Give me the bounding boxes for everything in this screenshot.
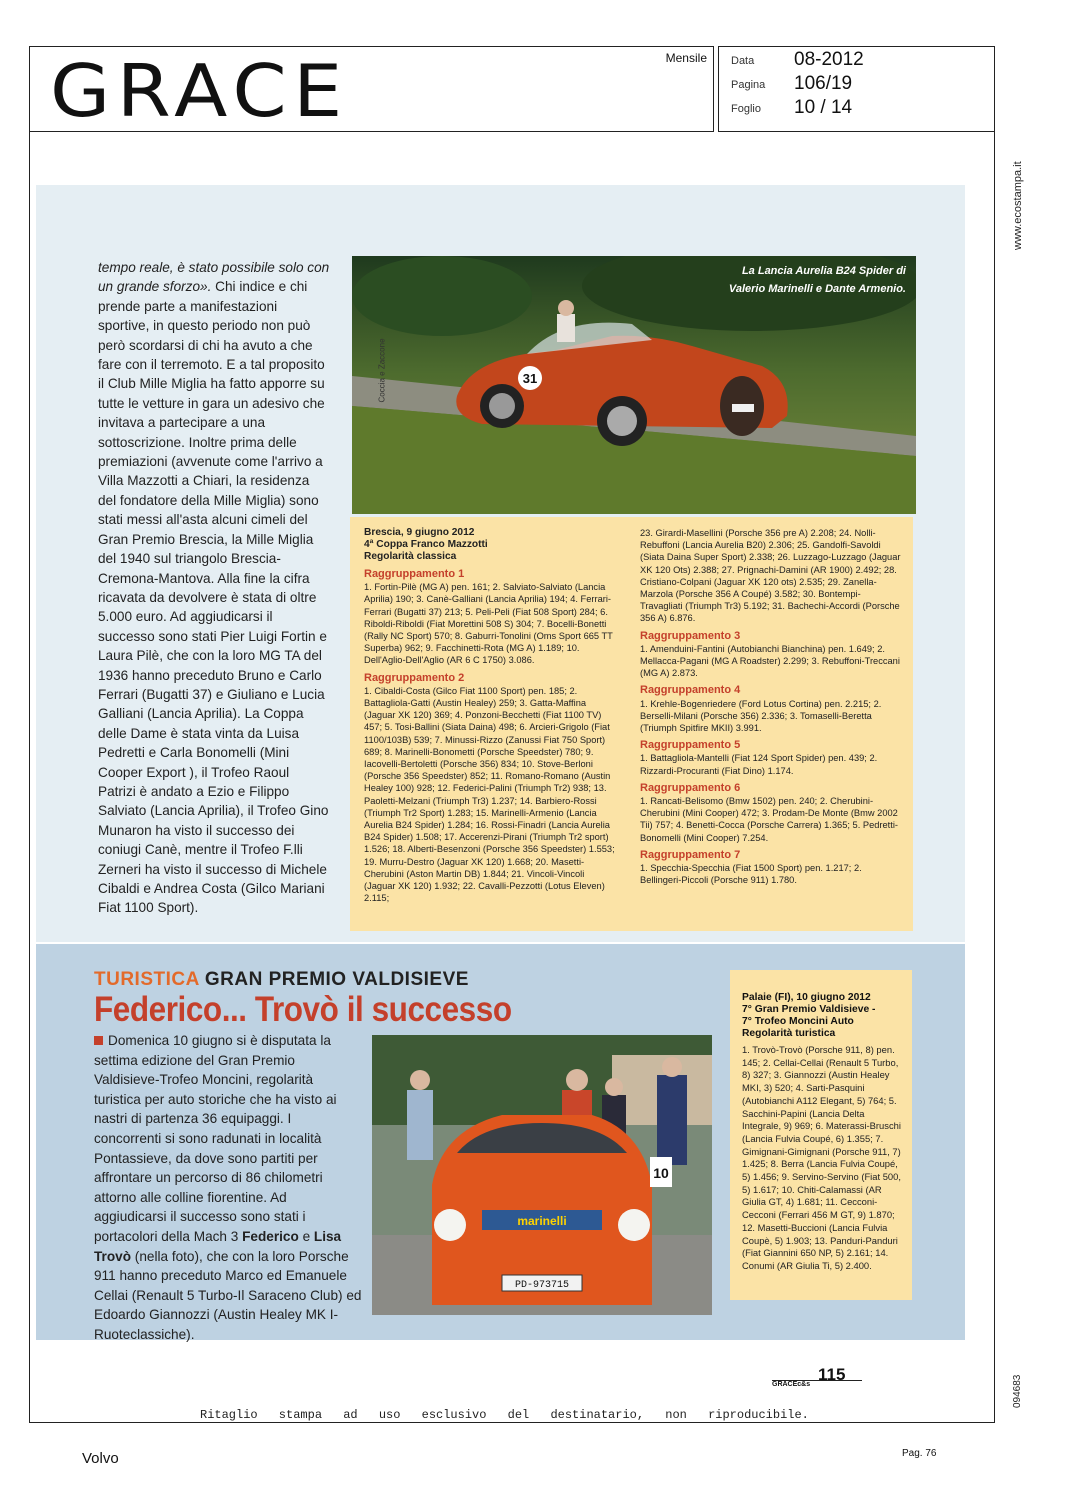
- frequency: Mensile: [665, 51, 707, 65]
- body-part-a: Domenica 10 giugno si è disputata la settima edizione del Gran Premio Valdisieve-Trofeo Moncini, regolarità turistica per auto storiche che ha visto ai nastri di partenza 36 equipaggi. I concorrenti si sono radunati in località Pontassieve, da dove sono partiti per affrontare un percorso di 86 chilometri attorno alle colline fiorentine. Ad aggiudicarsi il successo sono stati i portacolori della Mach 3: [94, 1033, 337, 1244]
- results-category: Regolarità classica: [364, 551, 457, 562]
- results-subheading: 4ª Coppa Franco Mazzotti: [364, 539, 488, 550]
- group-title: Raggruppamento 3: [640, 629, 741, 642]
- masthead: [29, 46, 714, 132]
- value-foglio: 10 / 14: [794, 97, 853, 118]
- kicker-event: GRAN PREMIO VALDISIEVE: [204, 969, 469, 990]
- label-data: Data: [731, 55, 755, 67]
- race-number: 31: [522, 371, 538, 386]
- photo1-credit: Coccia e Zaccone: [377, 338, 387, 403]
- footer-notice: Ritaglio stampa ad uso esclusivo del destinatario, non riproducibile.: [200, 1408, 809, 1422]
- article-quote: tempo reale, è stato possibile solo con un grande sforzo».: [98, 260, 330, 295]
- group-title: Raggruppamento 2: [364, 671, 465, 684]
- group-text: 1. Specchia-Specchia (Fiat 1500 Sport) pen. 1.217; 2. Bellingeri-Piccoli (Porsche 911) 1.780.: [640, 863, 862, 886]
- photo1-caption-line1: La Lancia Aurelia B24 Spider di: [741, 265, 906, 277]
- group-text: 1. Cibaldi-Costa (Gilco Fiat 1100 Sport) pen. 185; 2. Battagliola-Gatti (Austin Healey) 259; 3. Gatta-Maffina (Jaguar XK 120) 369; 4. Ponzoni-Becchetti (Fiat 1100 TV) 457; 5. Tosi-Ballini (Siata Daina) 498; 6. Arcieri-Grigolo (Fiat 1100/103B) 539; 7. Minussi-Rizzo (Zanussi Fiat 750 Sport) 689; 8. Marinelli-Bonometti (Porsche Speedster) 780; 9. Iacovelli-Bertoletti (Porsche 356) 834; 10. Stove-Berloni (Porsche 356 Speedster) 852; 11. Romano-Romano (Austin Healey 100) 928; 12. Federici-Palini (Triumph Tr2) 938; 13. Paoletti-Melzani (Triumph Tr3) 1.237; 14. Barbiero-Rossi (Triumph Tr2 Sport) 1.283; 15. Marinelli-Armenio (Lancia Aurelia B24 Spider) 1.284; 16. Rossi-Finadri (Lancia Aurelia B24 Spider) 1.508; 17. Accerenzi-Pirani (Triumph Tr2 sport) 1.526; 18. Alberti-Besenzoni (Porsche 356 Speedster) 1.553; 19. Murru-Destro (Jaguar XK 120) 1.668; 20. Masetti-Cherubini (Aston Martin DB) 1.844; 21. Vincoli-Vincoli (Jaguar XK 120) 1.932; 22. Cavalli-Pezzotti (Lotus Eleven) 2.115;: [364, 685, 615, 904]
- sticker-text: marinelli: [517, 1214, 567, 1228]
- kicker-category: TURISTICA: [94, 969, 200, 990]
- kicker: [94, 969, 469, 991]
- photo-lancia-aurelia: [352, 256, 916, 514]
- license-plate: PD-973715: [514, 1280, 570, 1291]
- label-foglio: Foglio: [731, 103, 761, 115]
- bottom-article-body: [94, 1031, 362, 1345]
- results-box-valdisieve: [730, 970, 912, 1300]
- photo1-caption-line2: Valerio Marinelli e Dante Armenio.: [728, 283, 906, 295]
- results-box-brescia: [350, 517, 913, 931]
- results2-sub1: 7° Gran Premio Valdisieve -: [742, 1004, 876, 1015]
- photo-porsche-illustration: [372, 1035, 712, 1315]
- group-text: 1. Amenduini-Fantini (Autobianchi Bianchina) pen. 1.649; 2. Mellacca-Pagani (MG A Roadster) 2.299; 3. Rebuffoni-Treccani (MG A) 2.873.: [640, 643, 900, 679]
- photo-porsche-911: [372, 1035, 712, 1315]
- footer-client: Volvo: [82, 1450, 119, 1467]
- results2-text: 1. Trovò-Trovò (Porsche 911, 8) pen. 145; 2. Cellai-Cellai (Renault 5 Turbo, 8) 327; 3. Giannozzi (Austin Healey MKI, 3) 520; 4. Sarti-Pasquini (Autobianchi A112 Elegant, 5) 764; 5. Sacchini-Papini (Lancia Delta Integrale, 9) 969; 6. Materassi-Bruschi (Lancia Fulvia Coupé, 6) 1.355; 7. Gimignani-Gimignani (Porsche 911, 7) 1.425; 8. Berra (Lancia Fulvia Coupé, 5) 1.456; 9. Servino-Servino (Fiat 500, 5) 1.617; 10. Chiti-Calamassi (AR Giulia GT, 4) 1.681; 11. Cecconi-Cecconi (Ferrari 456 M GT, 9) 1.870; 12. Masetti-Buccioni (Lancia Fulvia Coupè, 5) 1.903; 13. Panduri-Panduri (Fiat Giannini 650 NP, 5) 2.161; 14. Conumi (AR Giulia Ti, 5) 2.400.: [742, 1044, 901, 1271]
- group-text: 1. Krehle-Bogenriedere (Ford Lotus Cortina) pen. 2.215; 2. Berselli-Milani (Porsche 356) 2.336; 3. Tomaselli-Beretta (Triumph Spitfire MKII) 3.991.: [640, 698, 882, 734]
- results-heading: Brescia, 9 giugno 2012: [364, 527, 475, 538]
- group-title: Raggruppamento 1: [364, 568, 465, 580]
- page-brand: GRACEc&s: [772, 1380, 862, 1388]
- group-title: Raggruppamento 7: [640, 848, 741, 861]
- bullet-square: [94, 1036, 103, 1045]
- group-title: Raggruppamento 4: [640, 684, 741, 697]
- value-pagina: 106/19: [794, 73, 853, 94]
- page-number: 115: [818, 1365, 846, 1384]
- logo: GRACE: [50, 49, 349, 133]
- footer-page: Pag. 76: [902, 1448, 937, 1459]
- article-body: Chi indice e chi prende parte a manifestazioni sportive, in questo periodo non può però scordarsi di chi ha avuto a che fare con il terremoto. E a tal proposito il Club Mille Miglia ha fatto apporre su tutte le vetture in gara un adesivo che invitava a partecipare a una sottoscrizione. Inoltre prima delle premiazioni (avvenute come l'arrivo a Villa Mazzotti a Chiari, la residenza del fondatore della Mille Miglia) sono stati messi all'asta alcuni cimeli del Gran Premio Brescia, la Mille Miglia del 1940 sul triangolo Brescia-Cremona-Mantova. Alla fine la cifra ricavata da devolvere è stata di oltre 5.000 euro. Ad aggiudicarsi il successo sono stati Pier Luigi Fortin e Laura Pilè, che con la loro MG TA del 1936 hanno preceduto Bruno e Carlo Ferrari (Bugatti 37) e Giuliano e Lucia Galliani (Lancia Aprilia). La Coppa delle Dame è stata vinta da Luisa Pedretti e Carla Bonomelli (Mini Cooper Export ), il Trofeo Raoul Patrizi è andato a Ezio e Filippo Salviato (Lancia Aprilia), il Trofeo Gino Munaron ha visto il successo dei coniugi Canè, mentre il Trofeo F.lli Zerneri ha visto il successo di Michele Cibaldi e Andrea Costa (Gilco Mariani Fiat 1100 Sport).: [98, 279, 329, 916]
- body-part-c: (nella foto), che con la loro Porsche 911 hanno preceduto Marco ed Emanuele Cellai (Renault 5 Turbo-Il Saraceno Club) ed Edoardo Giannozzi (Austin Healey MK I-Ruoteclassiche).: [94, 1248, 362, 1342]
- group-title: Raggruppamento 6: [640, 781, 741, 794]
- results2-heading-block: [742, 992, 902, 1040]
- photo1-caption: [729, 262, 906, 298]
- results2-category: Regolarità turistica: [742, 1028, 836, 1039]
- group-text: 23. Girardi-Masellini (Porsche 356 pre A) 2.208; 24. Nolli-Rebuffoni (Lancia Aurelia B20) 2.306; 25. Gandolfi-Savoldi (Siata Daina Super Sport) 2.338; 26. Luzzago-Luzzago (Jaguar XK 120 Ots) 2.388; 27. Prignachi-Damini (AR 1900) 2.492; 28. Cristiano-Colpani (Jaguar XK 120 ots) 2.535; 29. Zanella-Marzola (Porsche 356 A Coupé) 3.582; 30. Bontempi-Travagliati (Triumph Tr3) 5.192; 31. Bachechi-Accordi (Porsche 356 A) 6.876.: [640, 528, 901, 624]
- group-title: Raggruppamento 5: [640, 739, 741, 752]
- headline: Federico... Trovò il successo: [94, 990, 512, 1029]
- value-data: 08-2012: [794, 49, 864, 70]
- results2-sub2: 7° Trofeo Moncini Auto: [742, 1016, 854, 1027]
- results-col-1: [364, 527, 616, 904]
- conj: e: [302, 1228, 311, 1244]
- group-text: 1. Rancati-Belisomo (Bmw 1502) pen. 240; 2. Cherubini-Cherubini (Mini Cooper) 472; 3. Prodam-De Monte (Bmw 2002 Tii) 757; 4. Benetti-Cocca (Porsche Carrera) 1.365; 5. Pedretti-Bonomelli (Mini Cooper) 7.254.: [640, 796, 899, 843]
- name-lisa: Lisa Trovò: [94, 1228, 342, 1264]
- side-code: 094683: [1012, 1374, 1023, 1408]
- group-text: 1. Fortin-Pilè (MG A) pen. 161; 2. Salviato-Salviato (Lancia Aprilia) 190; 3. Canè-Galliani (Lancia Aprilia) 194; 4. Ferrari-Ferrari (Bugatti 37) 213; 5. Peli-Peli (Fiat 508 Sport) 284; 6. Riboldi-Riboldi (Fiat Morettini 508 S) 304; 7. Bocelli-Bonetti (Rally NC Sport) 570; 8. Gaburri-Tonolini (Oms Sport 665 TT Superba) 962; 9. Facchinetti-Rota (MG A) 1.189; 10. Dell'Aglio-Dell'Aglio (AR 6 C 1750) 3.086.: [364, 582, 613, 666]
- results-col-2: [640, 527, 902, 886]
- name-federico: Federico: [242, 1228, 299, 1244]
- article-left-column: [98, 258, 330, 918]
- results2-heading: Palaie (FI), 10 giugno 2012: [742, 992, 871, 1003]
- label-pagina: Pagina: [731, 79, 766, 91]
- group-text: 1. Battagliola-Mantelli (Fiat 124 Sport Spider) pen. 439; 2. Rizzardi-Procuranti (Fiat Dino) 1.174.: [640, 753, 878, 776]
- meta-box: [718, 46, 995, 132]
- side-url: www.ecostampa.it: [1012, 161, 1024, 250]
- door-number: 10: [653, 1165, 669, 1181]
